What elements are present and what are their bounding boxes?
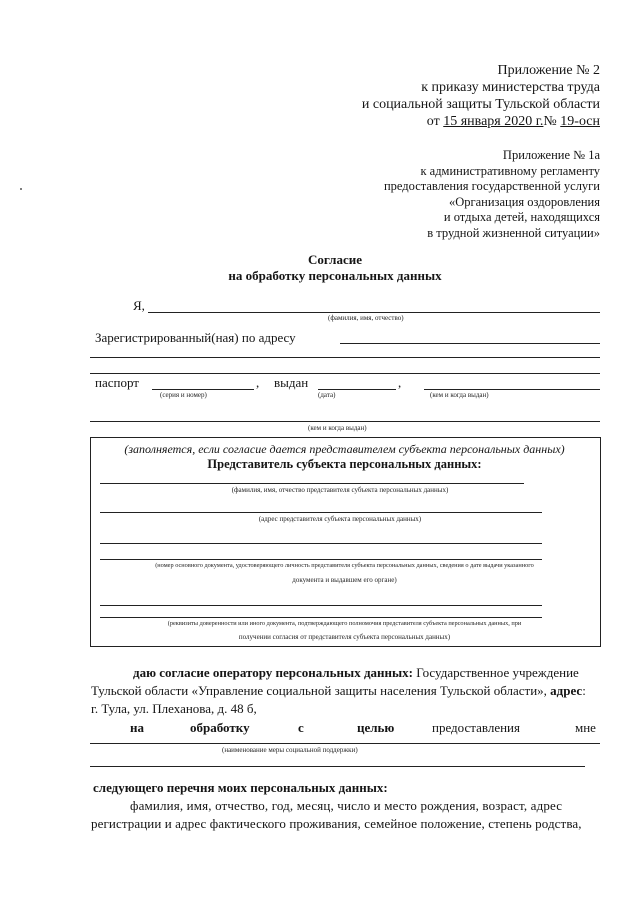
rep-id-field-1[interactable] <box>100 543 542 544</box>
rep-authority-caption-1: (реквизиты доверенности или иного документа, подтверждающего полномочия представителя субъекта персональных данных, при <box>167 620 522 627</box>
rep-id-field-2[interactable] <box>100 559 542 560</box>
service-line: предоставления государственной услуги <box>383 179 600 193</box>
service-name-line2: и отдыха детей, находящихся <box>443 210 600 224</box>
order-date-number: от 15 января 2020 г.№ 19-осн <box>426 114 600 129</box>
service-name-line1: «Организация оздоровления <box>448 194 600 209</box>
word-na: на <box>130 720 144 735</box>
measure-caption: (наименование меры социальной поддержки) <box>222 746 358 754</box>
issue-date-field[interactable] <box>318 389 396 390</box>
consent-line-2: Тульской области «Управление социальной защиты населения Тульской области», адрес: <box>91 683 586 698</box>
ministry-name: и социальной защиты Тульской области <box>361 97 600 112</box>
measure-field-1[interactable] <box>90 743 600 744</box>
service-name-line3: в трудной жизненной ситуации» <box>427 225 600 240</box>
regulation-line: к административному регламенту <box>420 163 600 178</box>
regulation-appendix-header <box>200 148 600 241</box>
order-date: 15 января 2020 г. <box>443 114 544 129</box>
rep-fio-caption: (фамилия, имя, отчество представителя субъекта персональных данных) <box>231 486 449 494</box>
word-mne: мне <box>575 720 596 735</box>
rep-authority-field-1[interactable] <box>100 605 542 606</box>
word-s: с <box>298 720 304 735</box>
representative-heading: Представитель субъекта персональных данных: <box>207 457 482 471</box>
consent-line-1 <box>133 665 579 681</box>
rep-fio-field[interactable] <box>100 483 524 484</box>
i-label: Я, <box>133 298 145 313</box>
passport-series-field[interactable] <box>152 389 254 390</box>
measure-field-2[interactable] <box>90 766 585 767</box>
title-subject: на обработку персональных данных <box>228 268 442 283</box>
list-line-1: фамилия, имя, отчество, год, месяц, число и место рождения, возраст, адрес <box>130 798 563 813</box>
word-celyu: целью <box>357 720 395 735</box>
document-title <box>0 252 640 284</box>
issued-by-caption-2: (кем и когда выдан) <box>308 424 367 432</box>
fio-field[interactable] <box>148 312 600 313</box>
issued-by-field-2[interactable] <box>90 421 600 422</box>
appendix-1a: Приложение № 1а <box>502 148 600 162</box>
address-field-3[interactable] <box>90 373 600 374</box>
issued-by-caption: (кем и когда выдан) <box>430 391 489 399</box>
operator-start: Государственное учреждение <box>412 665 579 680</box>
consent-line-3: г. Тула, ул. Плеханова, д. 48 б, <box>91 701 257 716</box>
consent-bold: даю согласие оператору персональных данных: <box>133 665 413 680</box>
address-field-1[interactable] <box>340 343 600 344</box>
rep-address-caption: (адрес представителя субъекта персональных данных) <box>258 515 422 523</box>
series-caption: (серия и номер) <box>160 391 207 399</box>
order-reference: к приказу министерства труда <box>421 80 600 95</box>
rep-authority-caption-2: получении согласия от представителя субъекта персональных данных) <box>238 633 451 641</box>
representative-note: (заполняется, если согласие дается представителем субъекта персональных данных) <box>124 442 565 456</box>
list-heading: следующего перечня моих персональных данных: <box>93 780 388 795</box>
registered-label: Зарегистрированный(ная) по адресу <box>95 330 296 345</box>
rep-address-field[interactable] <box>100 512 542 513</box>
fio-caption: (фамилия, имя, отчество) <box>328 314 404 322</box>
word-obrabotku: обработку <box>190 720 250 735</box>
rep-authority-field-2[interactable] <box>100 617 542 618</box>
rep-id-caption-1: (номер основного документа, удостоверяющего личность представителя субъекта персональных данных, сведения о дате выдачи указанного <box>155 562 534 569</box>
scan-speck <box>20 188 22 190</box>
issued-by-field[interactable] <box>424 389 600 390</box>
address-field-2[interactable] <box>90 357 600 358</box>
issued-label: выдан <box>274 375 309 390</box>
passport-label: паспорт <box>95 375 139 390</box>
operator-name: Тульской области «Управление социальной защиты населения Тульской области», <box>91 683 551 698</box>
date-caption: (дата) <box>318 391 336 399</box>
rep-id-caption-2: документа и выдавшем его органе) <box>292 576 397 584</box>
appendix-number: Приложение № 2 <box>497 63 600 78</box>
comma-1: , <box>256 375 260 390</box>
order-number: 19-осн <box>560 114 600 129</box>
list-line-2: регистрации и адрес фактического проживания, семейное положение, степень родства, <box>91 816 582 831</box>
title-consent: Согласие <box>308 252 362 267</box>
address-bold: адрес <box>550 683 583 698</box>
word-predost: предоставления <box>432 720 520 735</box>
order-appendix-header <box>200 62 600 130</box>
comma-2: , <box>398 375 402 390</box>
